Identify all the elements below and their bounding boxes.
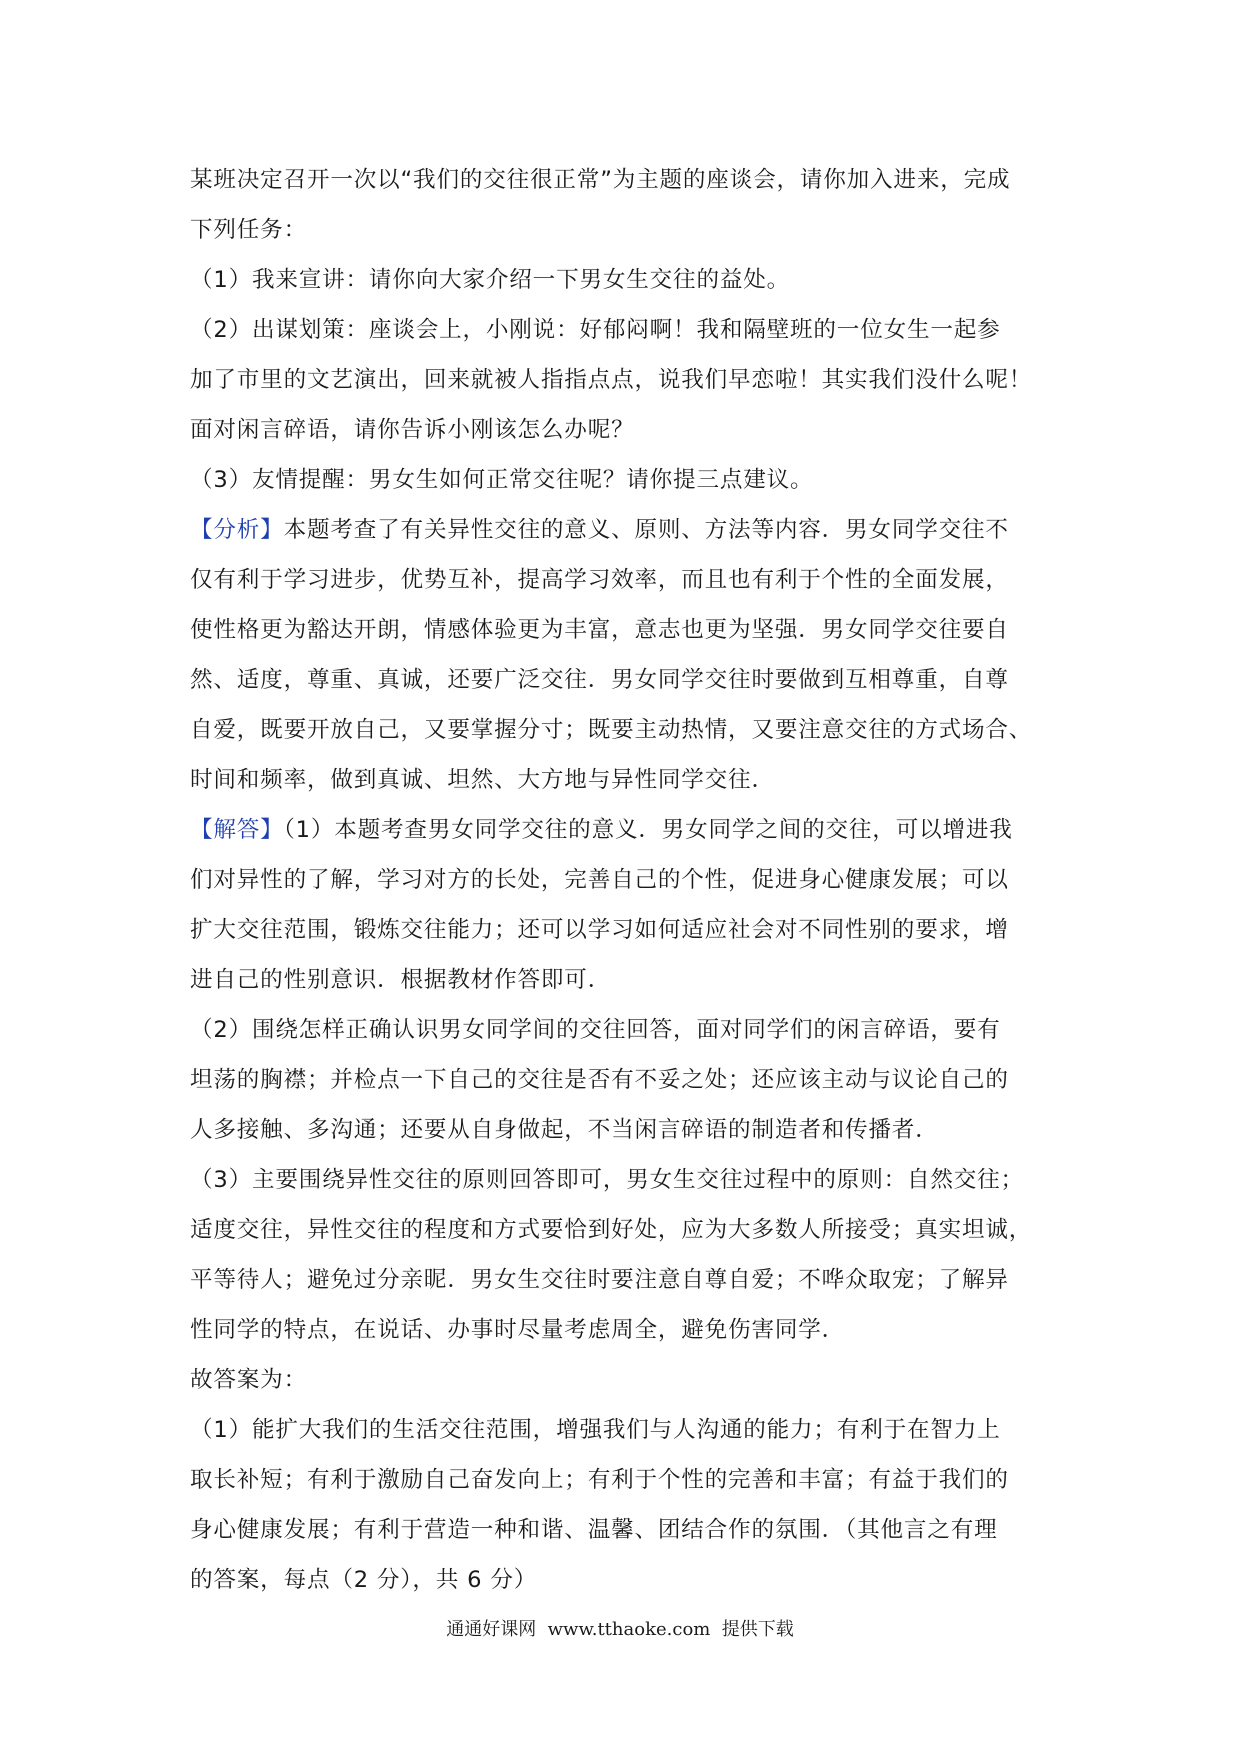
- answer-first-line: [190, 805, 1070, 855]
- analysis-tag: 【分析】: [190, 517, 284, 543]
- answer-line: （3）主要围绕异性交往的原则回答即可，男女生交往过程中的原则：自然交往；: [190, 1167, 1024, 1193]
- task-3: （3）友情提醒：男女生如何正常交往呢？请你提三点建议。: [190, 467, 814, 493]
- analysis-line: 使性格更为豁达开朗，情感体验更为丰富，意志也更为坚强．男女同学交往要自: [190, 617, 1009, 643]
- answer-line: 适度交往，异性交往的程度和方式要恰到好处，应为大多数人所接受；真实坦诚，: [190, 1217, 1033, 1243]
- answer-line: 平等待人；避免过分亲昵．男女生交往时要注意自尊自爱；不哗众取宠；了解异: [190, 1267, 1009, 1293]
- answer-line: （1）能扩大我们的生活交往范围，增强我们与人沟通的能力；有利于在智力上: [190, 1417, 1001, 1443]
- analysis-line: 自爱，既要开放自己，又要掌握分寸；既要主动热情，又要注意交往的方式场合、: [190, 717, 1033, 743]
- answer-line: 的答案，每点（2 分），共 6 分）: [190, 1567, 538, 1593]
- answer-summary-label: 故答案为：: [190, 1367, 307, 1393]
- page-footer: 通通好课网 www.tthaoke.com 提供下载: [446, 1619, 794, 1640]
- answer-line: 性同学的特点，在说话、办事时尽量考虑周全，避免伤害同学．: [190, 1317, 846, 1343]
- analysis-line: 时间和频率，做到真诚、坦然、大方地与异性同学交往．: [190, 767, 775, 793]
- answer-line: 进自己的性别意识．根据教材作答即可．: [190, 967, 612, 993]
- analysis-line: 然、适度，尊重、真诚，还要广泛交往．男女同学交往时要做到互相尊重，自尊: [190, 667, 1009, 693]
- answer-line: 们对异性的了解，学习对方的长处，完善自己的个性，促进身心健康发展；可以: [190, 867, 1009, 893]
- task-2-line: 加了市里的文艺演出，回来就被人指指点点，说我们早恋啦！其实我们没什么呢！: [190, 367, 1033, 393]
- intro-line: 下列任务：: [190, 217, 307, 243]
- analysis-first-line: [190, 505, 1070, 555]
- analysis-text: 本题考查了有关异性交往的意义、原则、方法等内容．男女同学交往不: [283, 517, 1009, 543]
- answer-line: 身心健康发展；有利于营造一种和谐、温馨、团结合作的氛围．（其他言之有理: [190, 1517, 998, 1543]
- answer-line: 人多接触、多沟通；还要从自身做起，不当闲言碎语的制造者和传播者．: [190, 1117, 939, 1143]
- task-1: （1）我来宣讲：请你向大家介绍一下男女生交往的益处。: [190, 267, 791, 293]
- answer-line: （2）围绕怎样正确认识男女同学间的交往回答，面对同学们的闲言碎语，要有: [190, 1017, 1001, 1043]
- task-2: （2）出谋划策：座谈会上，小刚说：好郁闷啊！我和隔壁班的一位女生一起参: [190, 317, 1001, 343]
- document-body: [190, 155, 1070, 1605]
- intro-line: 某班决定召开一次以“我们的交往很正常”为主题的座谈会，请你加入进来，完成: [190, 167, 1011, 193]
- answer-line: 坦荡的胸襟；并检点一下自己的交往是否有不妥之处；还应该主动与议论自己的: [190, 1067, 1009, 1093]
- answer-tag: 【解答】: [190, 817, 284, 843]
- answer-text: （1）本题考查男女同学交往的意义．男女同学之间的交往，可以增进我: [283, 817, 1013, 843]
- task-2-line: 面对闲言碎语，请你告诉小刚该怎么办呢？: [190, 417, 635, 443]
- answer-line: 扩大交往范围，锻炼交往能力；还可以学习如何适应社会对不同性别的要求，增: [190, 917, 1009, 943]
- answer-line: 取长补短；有利于激励自己奋发向上；有利于个性的完善和丰富；有益于我们的: [190, 1467, 1009, 1493]
- analysis-line: 仅有利于学习进步，优势互补，提高学习效率，而且也有利于个性的全面发展，: [190, 567, 1009, 593]
